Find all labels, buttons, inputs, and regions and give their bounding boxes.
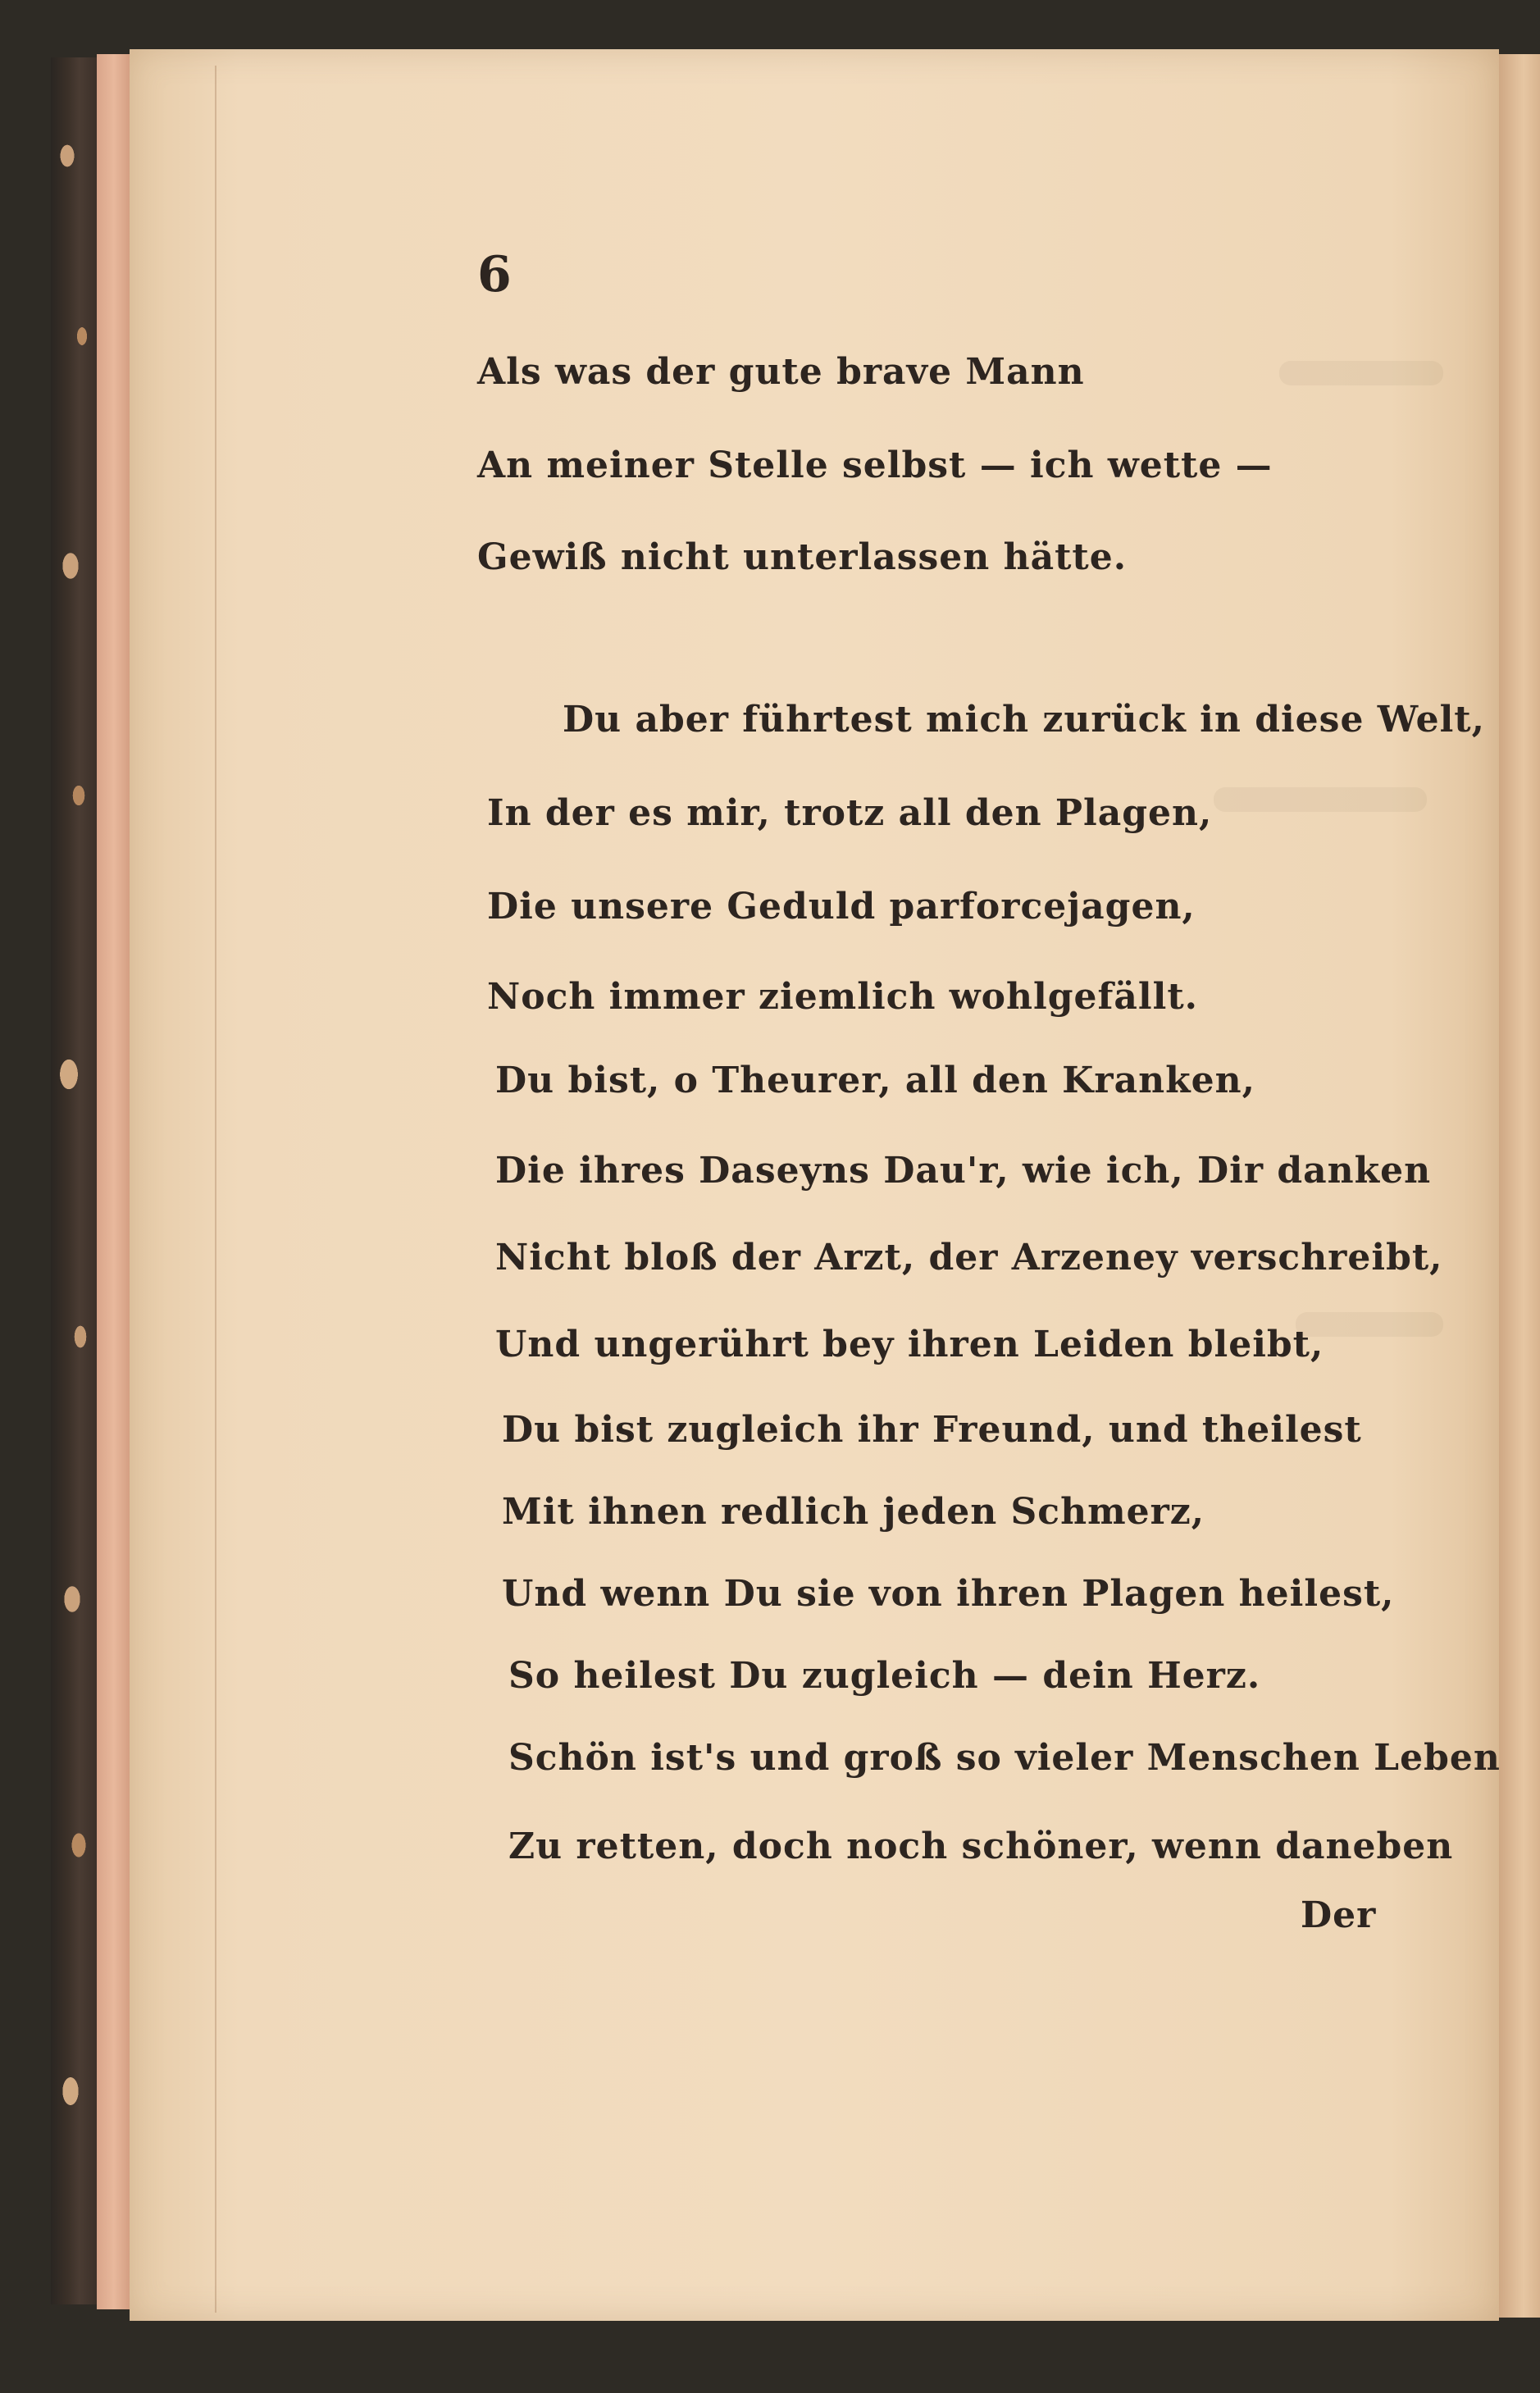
verse-line: Noch immer ziemlich wohlgefällt. (487, 976, 1198, 1018)
cover-edge (97, 54, 131, 2309)
verse-line: Schön ist's und groß so vieler Menschen Leben (508, 1737, 1501, 1779)
verse-line: Und ungerührt bey ihren Leiden bleibt, (495, 1324, 1324, 1365)
verse-line: An meiner Stelle selbst — ich wette — (477, 444, 1273, 486)
verse-line: Zu retten, doch noch schöner, wenn daneben (508, 1826, 1454, 1867)
verse-line: In der es mir, trotz all den Plagen, (487, 792, 1213, 834)
bleed-through-smudge (1214, 787, 1427, 812)
verse-line: Mit ihnen redlich jeden Schmerz, (502, 1491, 1205, 1533)
verse-line: Und wenn Du sie von ihren Plagen heilest, (502, 1573, 1395, 1615)
verse-line: Du bist, o Theurer, all den Kranken, (495, 1060, 1255, 1101)
catchword: Der (1301, 1894, 1377, 1936)
page-number: 6 (477, 246, 513, 303)
verse-line: Als was der gute brave Mann (477, 351, 1085, 393)
verse-line: So heilest Du zugleich — dein Herz. (508, 1655, 1261, 1697)
verse-line: Du bist zugleich ihr Freund, und theilest (502, 1409, 1362, 1451)
verse-line: Die unsere Geduld parforcejagen, (487, 886, 1196, 928)
verse-line: Nicht bloß der Arzt, der Arzeney verschreibt, (495, 1237, 1443, 1279)
bleed-through-smudge (1279, 361, 1443, 385)
page-fold-line (215, 66, 216, 2313)
next-leaf-edge (1499, 54, 1540, 2318)
verse-line: Du aber führtest mich zurück in diese Welt, (563, 699, 1485, 741)
verse-line: Gewiß nicht unterlassen hätte. (477, 536, 1128, 578)
verse-line: Die ihres Daseyns Dau'r, wie ich, Dir danken (495, 1150, 1432, 1192)
marbled-binding (51, 57, 98, 2304)
